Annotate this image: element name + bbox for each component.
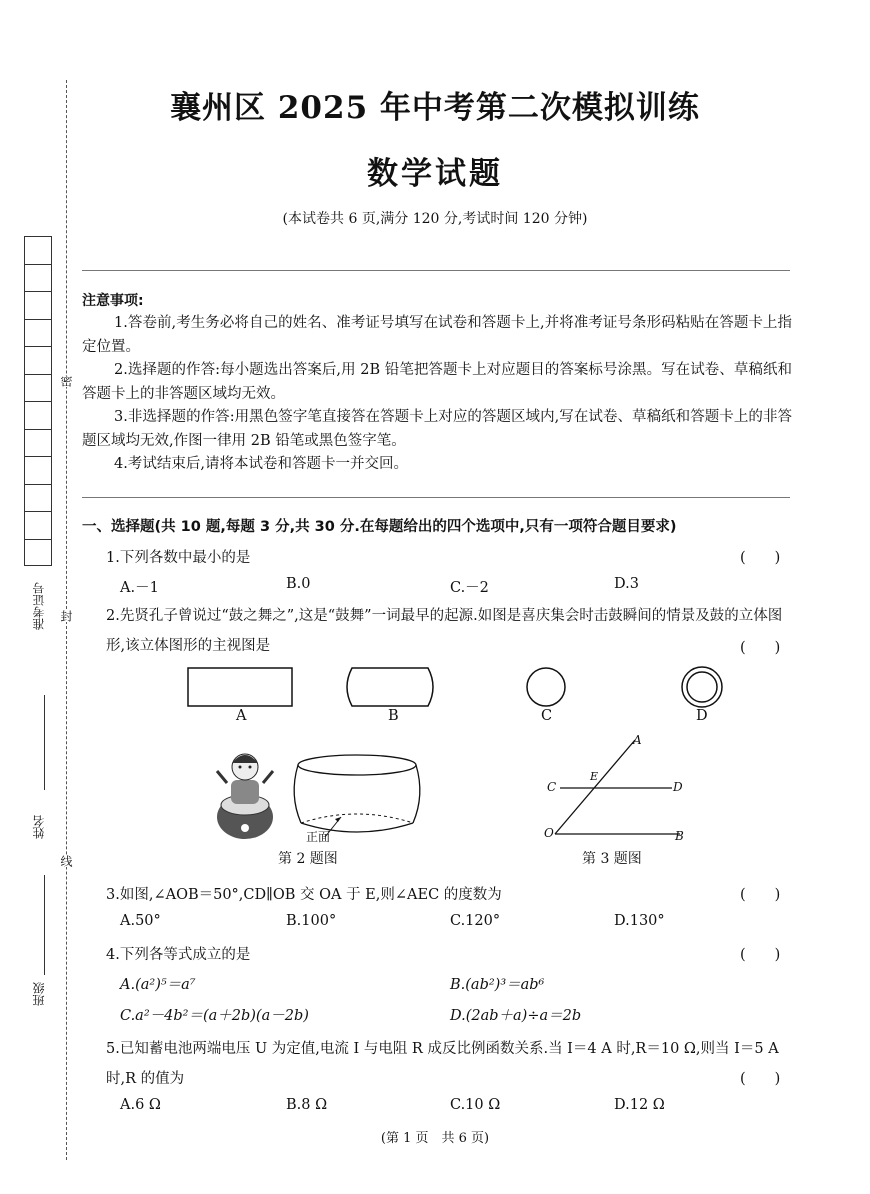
divider-top xyxy=(82,270,790,271)
binding-label-mi: 密 xyxy=(59,375,73,387)
section-heading: 一、选择题(共 10 题,每题 3 分,共 30 分.在每题给出的四个选项中,只有一项符合题目要求) xyxy=(82,519,677,535)
point-e-label: E xyxy=(590,770,599,783)
notes-title: 注意事项: xyxy=(82,293,144,309)
binding-label-feng: 封 xyxy=(59,610,73,622)
q3-figure-caption: 第 3 题图 xyxy=(582,851,642,867)
question-2-text: 2.先贤孔子曾说过“鼓之舞之”,这是“鼓舞”一词最早的起源.如图是喜庆集会时击鼓瞬间的情景及鼓的立体图形,该立体图形的主视图是 xyxy=(106,608,783,654)
class-field-line[interactable] xyxy=(44,875,45,975)
q2-choices-figure xyxy=(180,660,740,730)
name-label: 姓名 xyxy=(32,815,46,839)
point-c-label: C xyxy=(547,780,557,794)
choice-d-outer-circle xyxy=(682,667,722,707)
class-label: 班级 xyxy=(32,982,46,1006)
choice-d-inner-circle xyxy=(687,672,717,702)
q5-option-b[interactable]: B.8 Ω xyxy=(286,1097,328,1113)
question-1-answer-blank[interactable]: ( ) xyxy=(740,550,781,566)
choice-b-barrel xyxy=(347,668,433,706)
question-5-answer-blank[interactable]: ( ) xyxy=(740,1071,781,1087)
exam-title: 襄州区 2025 年中考第二次模拟训练 xyxy=(170,90,700,126)
q3-option-b[interactable]: B.100° xyxy=(286,913,337,929)
exam-info: (本试卷共 6 页,满分 120 分,考试时间 120 分钟) xyxy=(282,211,588,227)
question-1-stem: 1.下列各数中最小的是 xyxy=(106,550,251,566)
note-item-3: 3.非选择题的作答:用黑色签字笔直接答在答题卡上对应的答题区域内,写在试卷、草稿纸和答题卡上的非答题区域均无效,作图一律用 2B 铅笔或黑色签字笔。 xyxy=(82,409,792,449)
q2-choice-a-label[interactable]: A xyxy=(236,708,247,724)
q2-front-label: 正面 xyxy=(306,830,331,844)
choice-a-rectangle xyxy=(188,668,292,706)
q1-option-b[interactable]: B.0 xyxy=(286,576,311,592)
q4-option-b[interactable]: B.(ab²)³＝ab⁶ xyxy=(450,977,545,993)
binding-label-xian: 线 xyxy=(59,855,73,867)
q2-choice-d-label[interactable]: D xyxy=(696,708,708,724)
note-item-2: 2.选择题的作答:每小题选出答案后,用 2B 铅笔把答题卡上对应题目的答案标号涂黑。写在试卷、草稿纸和答题卡上的非答题区域均无效。 xyxy=(82,362,792,402)
exam-number-grid[interactable] xyxy=(24,236,52,566)
question-2-answer-blank[interactable]: ( ) xyxy=(740,640,781,656)
note-item-4: 4.考试结束后,请将本试卷和答题卡一并交回。 xyxy=(114,456,408,472)
divider-bottom xyxy=(82,497,790,498)
choice-c-circle xyxy=(527,668,565,706)
exam-number-label: 准考证号 xyxy=(32,582,46,630)
question-3-answer-blank[interactable]: ( ) xyxy=(740,887,781,903)
q5-option-d[interactable]: D.12 Ω xyxy=(614,1097,665,1113)
q1-option-a[interactable]: A.－1 xyxy=(120,580,159,596)
note-item-1: 1.答卷前,考生务必将自己的姓名、准考证号填写在试卷和答题卡上,并将准考证号条形码粘贴在答题卡上指定位置。 xyxy=(82,315,792,355)
q5-option-c[interactable]: C.10 Ω xyxy=(450,1097,501,1113)
point-d-label: D xyxy=(673,780,683,794)
question-4-stem: 4.下列各等式成立的是 xyxy=(106,947,251,963)
question-2-stem xyxy=(106,601,792,661)
point-o-label: O xyxy=(544,826,554,840)
q4-option-c[interactable]: C.a²－4b²＝(a＋2b)(a－2b) xyxy=(120,1008,309,1024)
q3-option-a[interactable]: A.50° xyxy=(120,913,161,929)
q3-option-d[interactable]: D.130° xyxy=(614,913,665,929)
q2-figure-caption: 第 2 题图 xyxy=(278,851,338,867)
q5-option-a[interactable]: A.6 Ω xyxy=(120,1097,161,1113)
q2-choice-c-label[interactable]: C xyxy=(541,708,553,724)
drummer-illustration xyxy=(217,754,273,839)
ray-oa xyxy=(555,740,635,834)
q1-option-c[interactable]: C.－2 xyxy=(450,580,489,596)
q4-option-d[interactable]: D.(2ab＋a)÷a＝2b xyxy=(450,1008,582,1024)
question-4-answer-blank[interactable]: ( ) xyxy=(740,947,781,963)
question-3-stem: 3.如图,∠AOB＝50°,CD∥OB 交 OA 于 E,则∠AEC 的度数为 xyxy=(106,887,502,903)
q4-option-a[interactable]: A.(a²)⁵＝a⁷ xyxy=(120,977,196,993)
exam-subtitle: 数学试题 xyxy=(367,156,503,192)
q3-option-c[interactable]: C.120° xyxy=(450,913,501,929)
q2-choice-b-label[interactable]: B xyxy=(388,708,399,724)
page-footer: (第 1 页 共 6 页) xyxy=(380,1131,490,1146)
point-a-label: A xyxy=(633,733,642,747)
point-b-label: B xyxy=(675,829,684,843)
q1-option-d[interactable]: D.3 xyxy=(614,576,639,592)
question-5-stem: 5.已知蓄电池两端电压 U 为定值,电流 I 与电阻 R 成反比例函数关系.当 I＝4 A 时,R＝10 Ω,则当 I＝5 A 时,R 的值为 xyxy=(106,1041,779,1087)
name-field-line[interactable] xyxy=(44,695,45,790)
